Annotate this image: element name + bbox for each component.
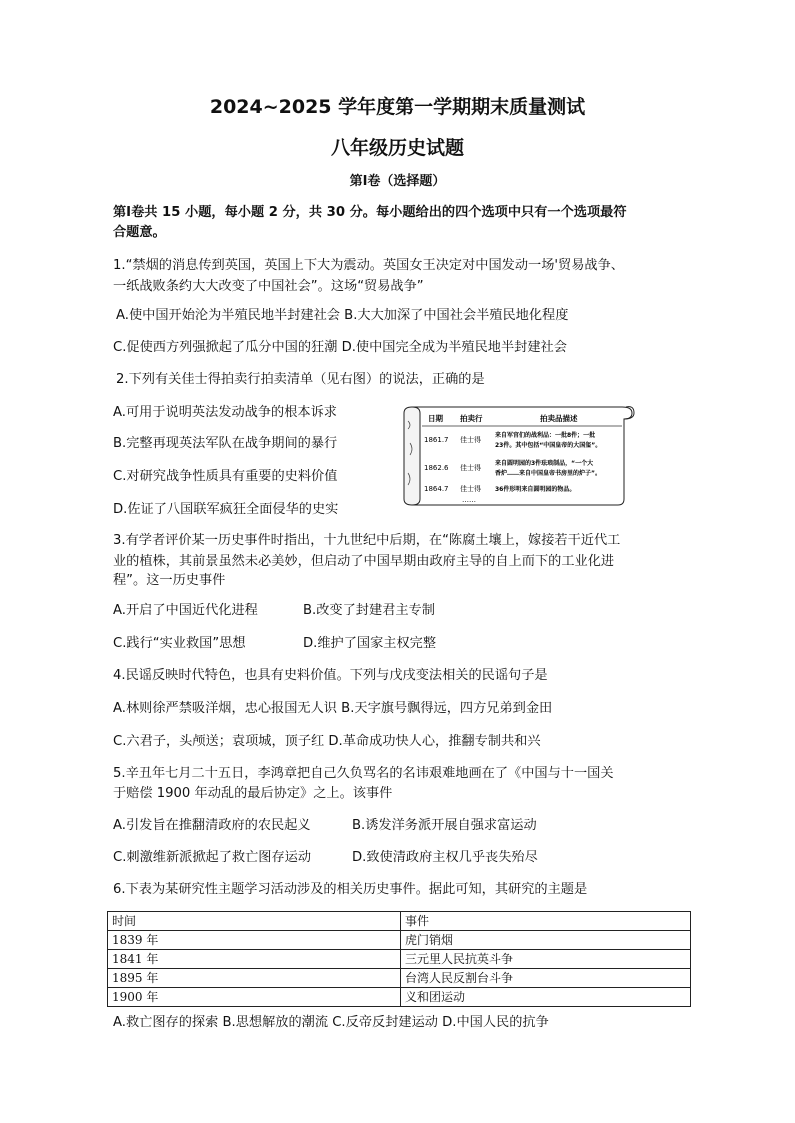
exam-subtitle: 八年级历史试题	[330, 137, 464, 159]
table-row	[108, 988, 691, 1007]
q3-stem-line2: 业的植株，其前景虽然未必美妙，但启动了中国早期由政府主导的自上而下的工业化进	[113, 554, 615, 569]
table-cell-event: 三元里人民抗英斗争	[401, 950, 691, 969]
q6-options: A.救亡图存的探索 B.思想解放的潮流 C.反帝反封建运动 D.中国人民的抗争	[113, 1015, 549, 1030]
figure-row3-house: 佳士得	[460, 485, 481, 493]
q5-option-a: A.引发旨在推翻清政府的农民起义	[113, 818, 311, 833]
q5-stem-line2: 于赔偿 1900 年动乱的最后协定》之上。该事件	[113, 786, 393, 801]
q2-option-a: A.可用于说明英法发动战争的根本诉求	[113, 405, 337, 420]
table-cell-event: 台湾人民反割台斗争	[401, 969, 691, 988]
q4-options-cd: C.六君子，头颅送；袁项城，顶子红 D.革命成功快人心，推翻专制共和兴	[113, 734, 541, 749]
figure-row2-date: 1862.6	[424, 464, 449, 472]
auction-list-scroll	[400, 403, 635, 509]
q2-option-d: D.佐证了八国联军疯狂全面侵华的史实	[113, 502, 339, 517]
figure-row2-desc1: 来自圆明园的3件珐琅制品，“一个大	[495, 460, 594, 467]
q6-stem: 6.下表为某研究性主题学习活动涉及的相关历史事件。据此可知，其研究的主题是	[113, 882, 588, 897]
q5-option-c: C.刺激维新派掀起了救亡图存运动	[113, 850, 312, 865]
table-header-time: 时间	[108, 912, 401, 931]
q1-options-ab: A.使中国开始沦为半殖民地半封建社会 B.大大加深了中国社会半殖民地化程度	[116, 308, 569, 323]
table-row	[108, 969, 691, 988]
table-cell-event: 义和团运动	[401, 988, 691, 1007]
figure-header-desc: 拍卖品描述	[540, 414, 578, 423]
q3-option-b: B.改变了封建君主专制	[303, 603, 435, 618]
q5-stem-line1: 5.辛丑年七月二十五日，李鸿章把自己久负骂名的名讳艰难地画在了《中国与十一国关	[113, 766, 614, 781]
q2-option-b: B.完整再现英法军队在战争期间的暴行	[113, 436, 338, 451]
q4-options-ab: A.林则徐严禁吸洋烟，忠心报国无人识 B.天字旗号飘得远，四方兄弟到金田	[113, 701, 553, 716]
figure-row1-house: 佳士得	[460, 436, 481, 444]
instructions-line1: 第Ⅰ卷共 15 小题，每小题 2 分，共 30 分。每小题给出的四个选项中只有一个选项最符	[113, 205, 627, 220]
figure-row2-desc2: 香炉……来自中国皇帝书房里的炉子”。	[495, 470, 601, 477]
table-cell-time: 1839 年	[108, 931, 401, 950]
table-row	[108, 950, 691, 969]
q1-stem-line2: 一纸战败条约大大改变了中国社会”。这场“贸易战争”	[113, 279, 424, 294]
figure-row1-desc2: 23件。其中包括“中国皇帝的大国玺”。	[495, 442, 602, 449]
figure-header-house: 拍卖行	[460, 414, 483, 423]
q4-stem: 4.民谣反映时代特色，也具有史料价值。下列与戊戌变法相关的民谣句子是	[113, 668, 548, 683]
figure-row1-desc1: 来自军官们的战利品：一批8件；一批	[495, 432, 596, 439]
q3-stem-line1: 3.有学者评价某一历史事件时指出，十九世纪中后期，在“陈腐土壤上，嫁接若干近代工	[113, 533, 621, 548]
figure-ellipsis: ……	[462, 496, 476, 504]
table-cell-event: 虎门销烟	[401, 931, 691, 950]
instructions-line2: 合题意。	[113, 225, 166, 240]
q5-option-d: D.致使清政府主权几乎丧失殆尽	[352, 850, 538, 865]
section-title: 第Ⅰ卷（选择题）	[349, 174, 446, 189]
figure-row2-house: 佳士得	[460, 464, 481, 472]
q5-option-b: B.诱发洋务派开展自强求富运动	[352, 818, 537, 833]
figure-row3-date: 1864.7	[424, 485, 449, 493]
q2-stem: 2.下列有关佳士得拍卖行拍卖清单（见右图）的说法，正确的是	[116, 372, 485, 387]
q1-stem-line1: 1.“禁烟的消息传到英国，英国上下大为震动。英国女王决定对中国发动一场'贸易战争、	[113, 258, 624, 273]
q3-option-d: D.维护了国家主权完整	[303, 636, 437, 651]
q3-option-a: A.开启了中国近代化进程	[113, 603, 258, 618]
q1-options-cd: C.促使西方列强掀起了瓜分中国的狂潮 D.使中国完全成为半殖民地半封建社会	[113, 340, 567, 355]
table-cell-time: 1895 年	[108, 969, 401, 988]
q6-events-table	[107, 911, 691, 1007]
figure-row1-date: 1861.7	[424, 436, 449, 444]
table-header-event: 事件	[401, 912, 691, 931]
table-cell-time: 1841 年	[108, 950, 401, 969]
table-header-row	[108, 912, 691, 931]
q3-option-c: C.践行“实业救国”思想	[113, 636, 246, 651]
q3-stem-line3: 程”。这一历史事件	[113, 573, 226, 588]
table-cell-time: 1900 年	[108, 988, 401, 1007]
exam-title: 2024~2025 学年度第一学期期末质量测试	[209, 96, 586, 118]
table-row	[108, 931, 691, 950]
figure-header-date: 日期	[428, 414, 443, 423]
figure-row3-desc1: 36件形明来自圆明园的物品。	[495, 486, 576, 493]
q2-option-c: C.对研究战争性质具有重要的史料价值	[113, 469, 338, 484]
